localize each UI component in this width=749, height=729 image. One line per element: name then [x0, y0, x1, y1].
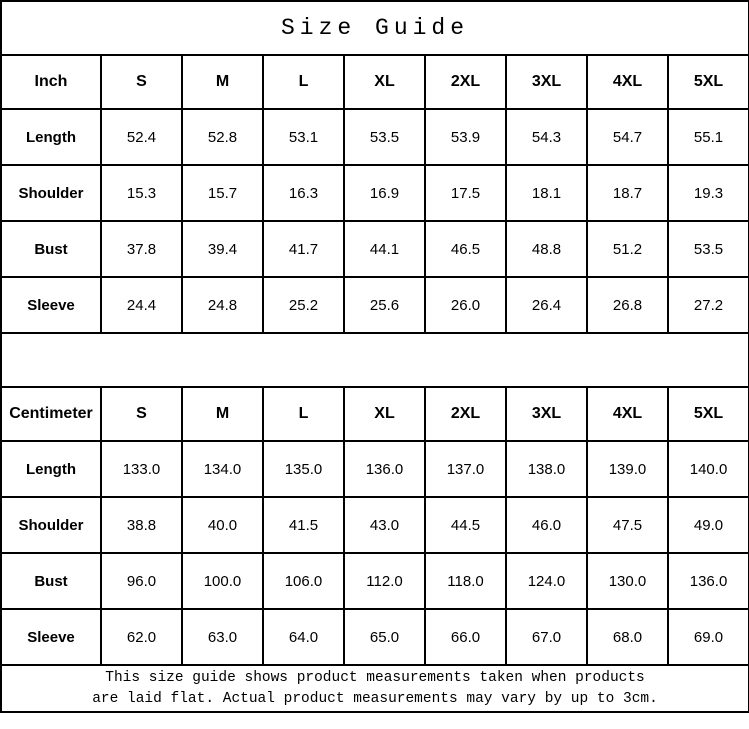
- table-row: [1, 553, 749, 609]
- size-col-header: M: [182, 387, 263, 441]
- page-title: Size Guide: [1, 1, 749, 55]
- table-row: [1, 109, 749, 165]
- table-row: [1, 221, 749, 277]
- value-cell: 40.0: [182, 497, 263, 553]
- table-row: [1, 497, 749, 553]
- value-cell: 18.1: [506, 165, 587, 221]
- table-row: [1, 609, 749, 665]
- row-label: Shoulder: [1, 497, 101, 553]
- value-cell: 65.0: [344, 609, 425, 665]
- value-cell: 96.0: [101, 553, 182, 609]
- value-cell: 140.0: [668, 441, 749, 497]
- value-cell: 15.3: [101, 165, 182, 221]
- spacer-cell: [1, 333, 749, 387]
- value-cell: 26.0: [425, 277, 506, 333]
- value-cell: 53.5: [344, 109, 425, 165]
- row-label: Bust: [1, 553, 101, 609]
- size-col-header: 2XL: [425, 55, 506, 109]
- footer-note-line2: are laid flat. Actual product measurements may vary by up to 3cm.: [92, 690, 658, 707]
- value-cell: 46.0: [506, 497, 587, 553]
- size-col-header: S: [101, 387, 182, 441]
- value-cell: 19.3: [668, 165, 749, 221]
- value-cell: 15.7: [182, 165, 263, 221]
- value-cell: 46.5: [425, 221, 506, 277]
- value-cell: 135.0: [263, 441, 344, 497]
- value-cell: 26.4: [506, 277, 587, 333]
- value-cell: 118.0: [425, 553, 506, 609]
- value-cell: 26.8: [587, 277, 668, 333]
- row-label: Length: [1, 109, 101, 165]
- value-cell: 62.0: [101, 609, 182, 665]
- value-cell: 47.5: [587, 497, 668, 553]
- table-row: [1, 277, 749, 333]
- size-col-header: 5XL: [668, 387, 749, 441]
- spacer-row: [1, 333, 749, 387]
- size-col-header: 2XL: [425, 387, 506, 441]
- value-cell: 68.0: [587, 609, 668, 665]
- value-cell: 48.8: [506, 221, 587, 277]
- value-cell: 39.4: [182, 221, 263, 277]
- footer-row: [1, 665, 749, 712]
- footer-note: [1, 665, 749, 712]
- unit-header-centimeter: Centimeter: [1, 387, 101, 441]
- value-cell: 44.5: [425, 497, 506, 553]
- row-label: Sleeve: [1, 609, 101, 665]
- size-col-header: 4XL: [587, 55, 668, 109]
- size-col-header: 3XL: [506, 387, 587, 441]
- value-cell: 44.1: [344, 221, 425, 277]
- value-cell: 16.3: [263, 165, 344, 221]
- size-col-header: 4XL: [587, 387, 668, 441]
- size-col-header: M: [182, 55, 263, 109]
- value-cell: 63.0: [182, 609, 263, 665]
- value-cell: 134.0: [182, 441, 263, 497]
- size-col-header: L: [263, 55, 344, 109]
- value-cell: 49.0: [668, 497, 749, 553]
- value-cell: 130.0: [587, 553, 668, 609]
- size-col-header: 5XL: [668, 55, 749, 109]
- unit-header-inch: Inch: [1, 55, 101, 109]
- value-cell: 16.9: [344, 165, 425, 221]
- table-row: [1, 165, 749, 221]
- size-col-header: XL: [344, 55, 425, 109]
- value-cell: 133.0: [101, 441, 182, 497]
- value-cell: 137.0: [425, 441, 506, 497]
- value-cell: 25.2: [263, 277, 344, 333]
- size-col-header: S: [101, 55, 182, 109]
- value-cell: 106.0: [263, 553, 344, 609]
- value-cell: 55.1: [668, 109, 749, 165]
- cm-header-row: [1, 387, 749, 441]
- title-row: [1, 1, 749, 55]
- value-cell: 136.0: [668, 553, 749, 609]
- value-cell: 53.1: [263, 109, 344, 165]
- value-cell: 136.0: [344, 441, 425, 497]
- value-cell: 54.3: [506, 109, 587, 165]
- value-cell: 51.2: [587, 221, 668, 277]
- value-cell: 17.5: [425, 165, 506, 221]
- value-cell: 100.0: [182, 553, 263, 609]
- size-col-header: L: [263, 387, 344, 441]
- value-cell: 24.8: [182, 277, 263, 333]
- value-cell: 41.5: [263, 497, 344, 553]
- value-cell: 69.0: [668, 609, 749, 665]
- value-cell: 53.9: [425, 109, 506, 165]
- value-cell: 52.4: [101, 109, 182, 165]
- value-cell: 54.7: [587, 109, 668, 165]
- value-cell: 139.0: [587, 441, 668, 497]
- value-cell: 24.4: [101, 277, 182, 333]
- inch-header-row: [1, 55, 749, 109]
- row-label: Length: [1, 441, 101, 497]
- table-row: [1, 441, 749, 497]
- value-cell: 25.6: [344, 277, 425, 333]
- value-cell: 52.8: [182, 109, 263, 165]
- size-col-header: XL: [344, 387, 425, 441]
- value-cell: 37.8: [101, 221, 182, 277]
- value-cell: 41.7: [263, 221, 344, 277]
- value-cell: 27.2: [668, 277, 749, 333]
- value-cell: 18.7: [587, 165, 668, 221]
- value-cell: 112.0: [344, 553, 425, 609]
- row-label: Bust: [1, 221, 101, 277]
- value-cell: 67.0: [506, 609, 587, 665]
- value-cell: 43.0: [344, 497, 425, 553]
- size-col-header: 3XL: [506, 55, 587, 109]
- value-cell: 124.0: [506, 553, 587, 609]
- row-label: Sleeve: [1, 277, 101, 333]
- row-label: Shoulder: [1, 165, 101, 221]
- value-cell: 138.0: [506, 441, 587, 497]
- value-cell: 66.0: [425, 609, 506, 665]
- footer-note-line1: This size guide shows product measurements taken when products: [105, 669, 645, 686]
- value-cell: 53.5: [668, 221, 749, 277]
- value-cell: 38.8: [101, 497, 182, 553]
- value-cell: 64.0: [263, 609, 344, 665]
